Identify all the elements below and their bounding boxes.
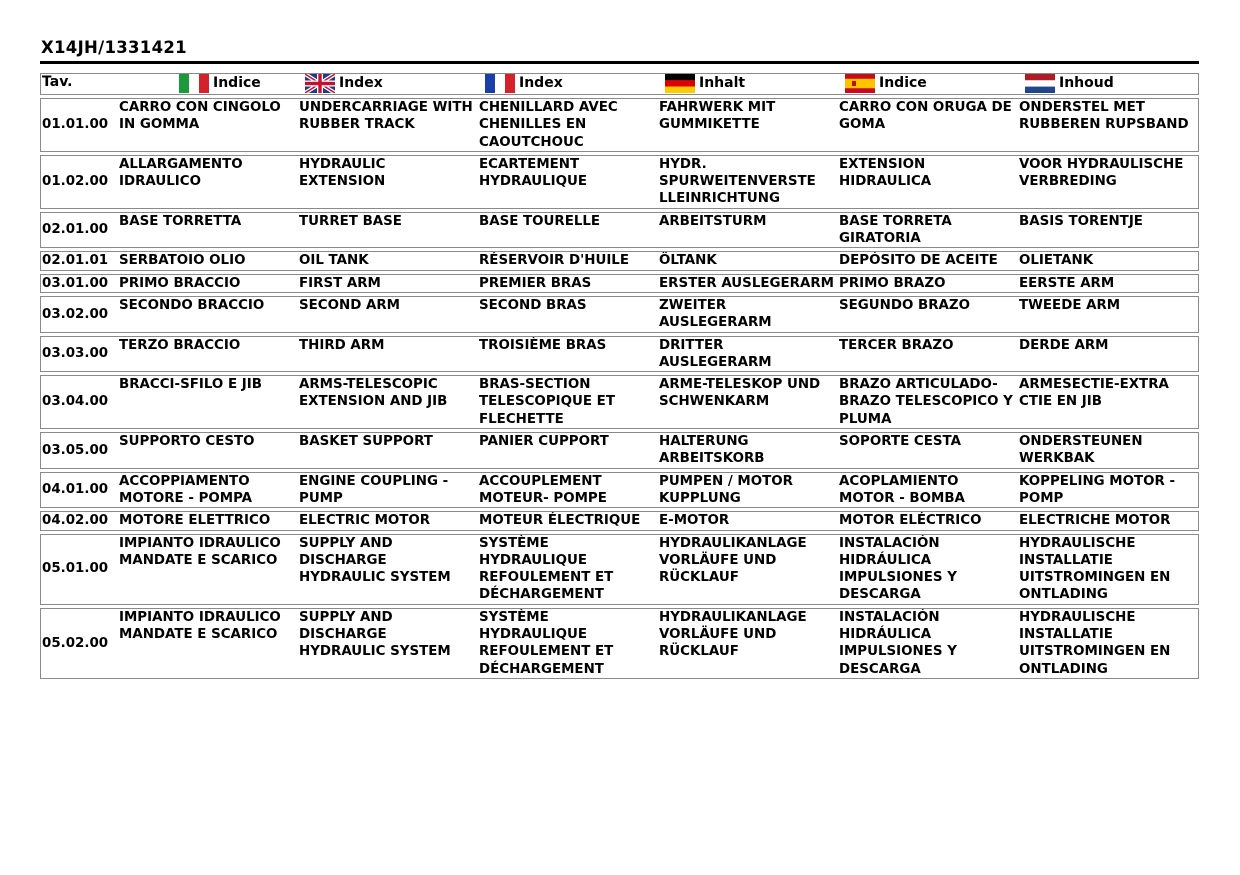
- table-row: [40, 534, 1199, 605]
- cell-german: PUMPEN / MOTOR KUPPLUNG: [657, 472, 837, 509]
- cell-spanish: PRIMO BRAZO: [837, 274, 1017, 293]
- cell-spanish: EXTENSION HIDRAULICA: [837, 155, 1017, 209]
- cell-german: ERSTER AUSLEGERARM: [657, 274, 837, 293]
- cell-english: TURRET BASE: [297, 212, 477, 249]
- germany-flag-icon: [665, 74, 695, 93]
- header-german: [657, 73, 837, 95]
- row-tav: 05.01.00: [40, 534, 117, 605]
- cell-french: SECOND BRAS: [477, 296, 657, 333]
- row-tav: 01.02.00: [40, 155, 117, 209]
- cell-german: ARME-TELESKOP UND SCHWENKARM: [657, 375, 837, 429]
- table-row: [40, 511, 1199, 530]
- row-tav: 02.01.01: [40, 251, 117, 270]
- cell-english: SUPPLY AND DISCHARGE HYDRAULIC SYSTEM: [297, 608, 477, 679]
- cell-dutch: HYDRAULISCHE INSTALLATIE UITSTROMINGEN EN ONTLADING: [1017, 534, 1199, 605]
- cell-french: ECARTEMENT HYDRAULIQUE: [477, 155, 657, 209]
- cell-spanish: ACOPLAMIENTO MOTOR - BOMBA: [837, 472, 1017, 509]
- cell-french: BRAS-SECTION TELESCOPIQUE ET FLECHETTE: [477, 375, 657, 429]
- cell-french: RÉSERVOIR D'HUILE: [477, 251, 657, 270]
- row-tav: 02.01.00: [40, 212, 117, 249]
- cell-italian: SUPPORTO CESTO: [117, 432, 297, 469]
- cell-english: BASKET SUPPORT: [297, 432, 477, 469]
- cell-german: ÖLTANK: [657, 251, 837, 270]
- table-row: [40, 608, 1199, 679]
- table-row: [40, 296, 1199, 333]
- cell-dutch: VOOR HYDRAULISCHE VERBREDING: [1017, 155, 1199, 209]
- cell-english: HYDRAULIC EXTENSION: [297, 155, 477, 209]
- header-spanish: [837, 73, 1017, 95]
- cell-english: SUPPLY AND DISCHARGE HYDRAULIC SYSTEM: [297, 534, 477, 605]
- cell-dutch: ONDERSTEL MET RUBBEREN RUPSBAND: [1017, 98, 1199, 152]
- cell-italian: IMPIANTO IDRAULICO MANDATE E SCARICO: [117, 534, 297, 605]
- cell-dutch: ARMESECTIE-EXTRA CTIE EN JIB: [1017, 375, 1199, 429]
- row-tav: 04.02.00: [40, 511, 117, 530]
- cell-english: THIRD ARM: [297, 336, 477, 373]
- cell-dutch: TWEEDE ARM: [1017, 296, 1199, 333]
- row-tav: 03.04.00: [40, 375, 117, 429]
- cell-french: SYSTÈME HYDRAULIQUE REFOULEMENT ET DÉCHARGEMENT: [477, 608, 657, 679]
- cell-dutch: ELECTRICHE MOTOR: [1017, 511, 1199, 530]
- header-spanish-label: Indice: [879, 74, 927, 91]
- parts-index-table: [40, 70, 1199, 682]
- cell-spanish: INSTALACIÓN HIDRÁULICA IMPULSIONES Y DESCARGA: [837, 534, 1017, 605]
- cell-italian: SECONDO BRACCIO: [117, 296, 297, 333]
- cell-spanish: TERCER BRAZO: [837, 336, 1017, 373]
- cell-english: ARMS-TELESCOPIC EXTENSION AND JIB: [297, 375, 477, 429]
- cell-german: ARBEITSTURM: [657, 212, 837, 249]
- cell-dutch: ONDERSTEUNEN WERKBAK: [1017, 432, 1199, 469]
- row-tav: 01.01.00: [40, 98, 117, 152]
- cell-italian: ACCOPPIAMENTO MOTORE - POMPA: [117, 472, 297, 509]
- cell-german: ZWEITER AUSLEGERARM: [657, 296, 837, 333]
- cell-english: FIRST ARM: [297, 274, 477, 293]
- table-row: [40, 251, 1199, 270]
- table-row: [40, 155, 1199, 209]
- spain-flag-icon: [845, 74, 875, 93]
- row-tav: 03.02.00: [40, 296, 117, 333]
- cell-english: ELECTRIC MOTOR: [297, 511, 477, 530]
- header-italian: [117, 73, 297, 95]
- cell-french: PANIER CUPPORT: [477, 432, 657, 469]
- table-row: [40, 432, 1199, 469]
- cell-dutch: KOPPELING MOTOR - POMP: [1017, 472, 1199, 509]
- cell-italian: IMPIANTO IDRAULICO MANDATE E SCARICO: [117, 608, 297, 679]
- cell-english: UNDERCARRIAGE WITH RUBBER TRACK: [297, 98, 477, 152]
- title-rule: [40, 61, 1199, 64]
- cell-german: HALTERUNG ARBEITSKORB: [657, 432, 837, 469]
- cell-english: SECOND ARM: [297, 296, 477, 333]
- cell-spanish: SEGUNDO BRAZO: [837, 296, 1017, 333]
- cell-spanish: MOTOR ELÉCTRICO: [837, 511, 1017, 530]
- header-italian-label: Indice: [213, 74, 261, 91]
- cell-french: SYSTÈME HYDRAULIQUE REFOULEMENT ET DÉCHARGEMENT: [477, 534, 657, 605]
- cell-italian: PRIMO BRACCIO: [117, 274, 297, 293]
- cell-spanish: DEPÓSITO DE ACEITE: [837, 251, 1017, 270]
- cell-french: ACCOUPLEMENT MOTEUR- POMPE: [477, 472, 657, 509]
- header-tav: [40, 73, 117, 95]
- row-tav: 04.01.00: [40, 472, 117, 509]
- cell-french: CHENILLARD AVEC CHENILLES EN CAOUTCHOUC: [477, 98, 657, 152]
- cell-spanish: SOPORTE CESTA: [837, 432, 1017, 469]
- table-row: [40, 472, 1199, 509]
- header-german-label: Inhalt: [699, 74, 746, 91]
- cell-italian: MOTORE ELETTRICO: [117, 511, 297, 530]
- cell-italian: SERBATOIO OLIO: [117, 251, 297, 270]
- header-tav-label: Tav.: [42, 74, 73, 90]
- row-tav: 05.02.00: [40, 608, 117, 679]
- header-dutch: [1017, 73, 1199, 95]
- cell-german: HYDRAULIKANLAGE VORLÄUFE UND RÜCKLAUF: [657, 534, 837, 605]
- cell-italian: BASE TORRETTA: [117, 212, 297, 249]
- table-row: [40, 212, 1199, 249]
- table-row: [40, 98, 1199, 152]
- table-row: [40, 274, 1199, 293]
- table-row: [40, 375, 1199, 429]
- cell-german: DRITTER AUSLEGERARM: [657, 336, 837, 373]
- cell-italian: BRACCI-SFILO E JIB: [117, 375, 297, 429]
- header-english-label: Index: [339, 74, 383, 91]
- row-tav: 03.05.00: [40, 432, 117, 469]
- france-flag-icon: [485, 74, 515, 93]
- cell-italian: TERZO BRACCIO: [117, 336, 297, 373]
- cell-german: HYDRAULIKANLAGE VORLÄUFE UND RÜCKLAUF: [657, 608, 837, 679]
- cell-spanish: BRAZO ARTICULADO-BRAZO TELESCOPICO Y PLUMA: [837, 375, 1017, 429]
- cell-italian: CARRO CON CINGOLO IN GOMMA: [117, 98, 297, 152]
- cell-english: ENGINE COUPLING - PUMP: [297, 472, 477, 509]
- cell-spanish: BASE TORRETA GIRATORIA: [837, 212, 1017, 249]
- cell-french: PREMIER BRAS: [477, 274, 657, 293]
- document-code: X14JH/1331421: [41, 38, 187, 57]
- cell-dutch: BASIS TORENTJE: [1017, 212, 1199, 249]
- italy-flag-icon: [179, 74, 209, 93]
- cell-german: FAHRWERK MIT GUMMIKETTE: [657, 98, 837, 152]
- header-french: [477, 73, 657, 95]
- header-english: [297, 73, 477, 95]
- cell-german: E-MOTOR: [657, 511, 837, 530]
- cell-french: MOTEUR ÉLECTRIQUE: [477, 511, 657, 530]
- row-tav: 03.03.00: [40, 336, 117, 373]
- cell-english: OIL TANK: [297, 251, 477, 270]
- table-header-row: [40, 73, 1199, 95]
- cell-german: HYDR. SPURWEITENVERSTE LLEINRICHTUNG: [657, 155, 837, 209]
- header-french-label: Index: [519, 74, 563, 91]
- cell-dutch: OLIETANK: [1017, 251, 1199, 270]
- cell-french: BASE TOURELLE: [477, 212, 657, 249]
- uk-flag-icon: [305, 74, 335, 93]
- cell-dutch: EERSTE ARM: [1017, 274, 1199, 293]
- cell-dutch: HYDRAULISCHE INSTALLATIE UITSTROMINGEN EN ONTLADING: [1017, 608, 1199, 679]
- cell-dutch: DERDE ARM: [1017, 336, 1199, 373]
- cell-french: TROISIÈME BRAS: [477, 336, 657, 373]
- cell-spanish: CARRO CON ORUGA DE GOMA: [837, 98, 1017, 152]
- header-dutch-label: Inhoud: [1059, 74, 1114, 91]
- cell-spanish: INSTALACIÓN HIDRÁULICA IMPULSIONES Y DESCARGA: [837, 608, 1017, 679]
- netherlands-flag-icon: [1025, 74, 1055, 93]
- cell-italian: ALLARGAMENTO IDRAULICO: [117, 155, 297, 209]
- table-row: [40, 336, 1199, 373]
- row-tav: 03.01.00: [40, 274, 117, 293]
